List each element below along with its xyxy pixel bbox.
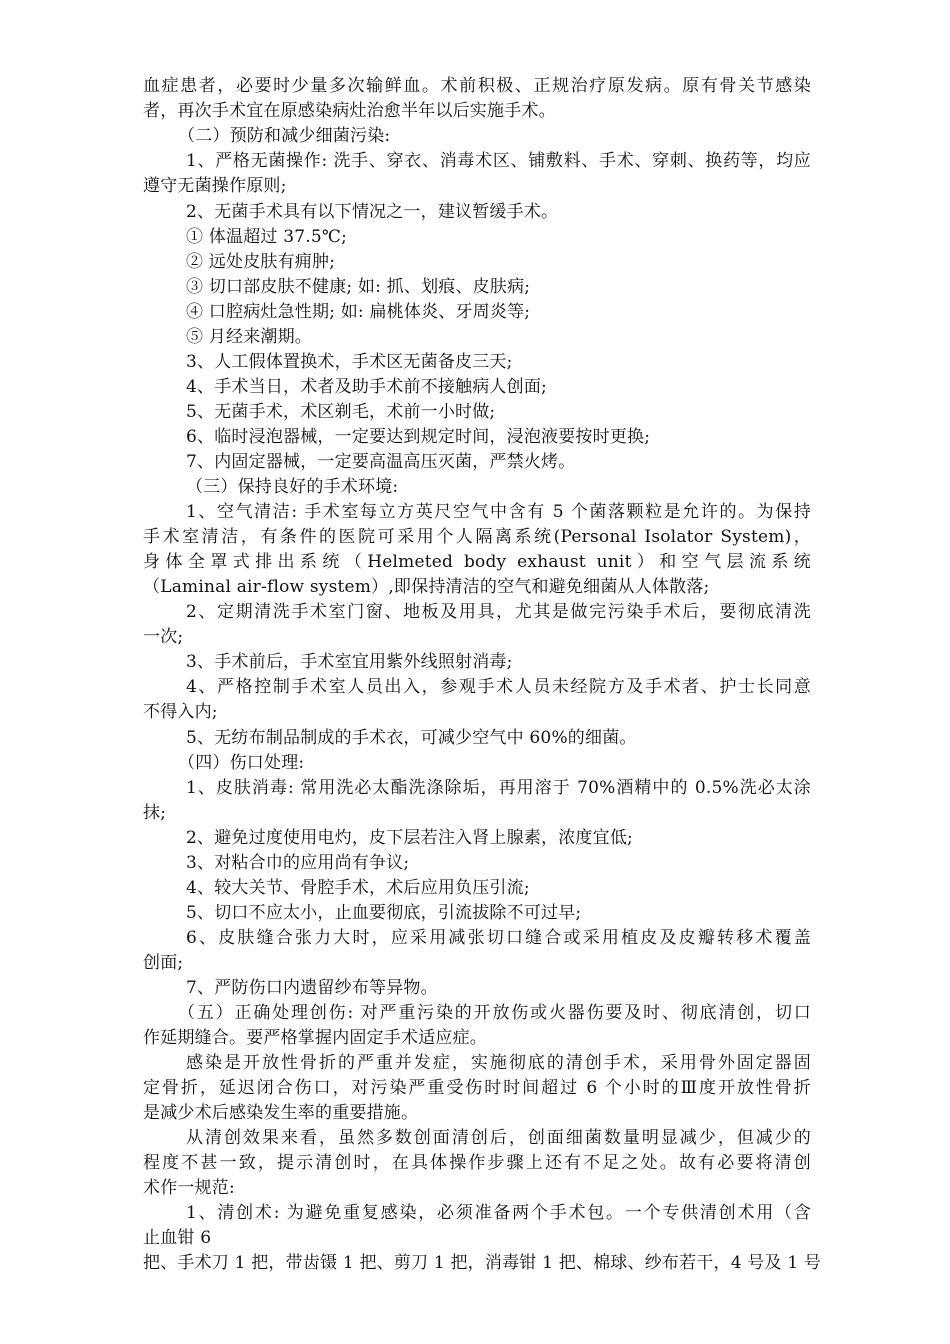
- text-line: 1、皮肤消毒: 常用洗必太酯洗涤除垢，再用溶于 70%酒精中的 0.5%洗必太涂: [186, 778, 811, 798]
- list-item: 6、临时浸泡器械，一定要达到规定时间，浸泡液要按时更换;: [186, 427, 651, 447]
- text-line: 术作一规范:: [143, 1178, 235, 1198]
- list-item: 3、对粘合巾的应用尚有争议;: [186, 853, 410, 873]
- text-line: 血症患者，必要时少量多次输鲜血。术前积极、正规治疗原发病。原有骨关节感染: [143, 76, 811, 96]
- text-line: 从清创效果来看，虽然多数创面清创后，创面细菌数量明显减少，但减少的: [186, 1128, 811, 1148]
- text-line: 2、定期清洗手术室门窗、地板及用具，尤其是做完污染手术后，要彻底清洗: [186, 602, 811, 622]
- text-line: 感染是开放性骨折的严重并发症，实施彻底的清创手术，采用骨外固定器固: [186, 1053, 811, 1073]
- text-line: 身体全罩式排出系统（Helmeted body exhaust unit）和空气层流系统: [143, 552, 811, 572]
- text-line: 把、手术刀 1 把，带齿镊 1 把、剪刀 1 把，消毒钳 1 把、棉球、纱布若干，4 号及 1 号: [143, 1253, 822, 1273]
- text-line: 1、清创术: 为避免重复感染，必须准备两个手术包。一个专供清创术用（含: [186, 1203, 811, 1223]
- text-line: 一次;: [143, 627, 184, 647]
- list-item: ④ 口腔病灶急性期; 如: 扁桃体炎、牙周炎等;: [186, 302, 531, 322]
- list-item: 3、手术前后，手术室宜用紫外线照射消毒;: [186, 652, 513, 672]
- text-line: 抹;: [143, 803, 167, 823]
- text-line: 4、严格控制手术室人员出入，参观手术人员未经院方及手术者、护士长同意: [186, 677, 811, 697]
- text-line: 1、严格无菌操作: 洗手、穿衣、消毒术区、铺敷料、手术、穿刺、换药等，均应: [186, 151, 811, 171]
- text-line: 遵守无菌操作原则;: [143, 176, 287, 196]
- text-line: （五）正确处理创伤: 对严重污染的开放伤或火器伤要及时、彻底清创，切口: [178, 1003, 811, 1023]
- text-line: 6、皮肤缝合张力大时，应采用减张切口缝合或采用植皮及皮瓣转移术覆盖: [186, 928, 811, 948]
- list-item: 2、无菌手术具有以下情况之一，建议暂缓手术。: [186, 202, 559, 222]
- list-item: ⑤ 月经来潮期。: [186, 327, 313, 347]
- text-line: 是减少术后感染发生率的重要措施。: [143, 1103, 419, 1123]
- text-line: 创面;: [143, 953, 184, 973]
- text-line: 不得入内;: [143, 702, 218, 722]
- section-heading: （二）预防和减少细菌污染:: [178, 126, 391, 146]
- text-line: 程度不甚一致，提示清创时，在具体操作步骤上还有不足之处。故有必要将清创: [143, 1153, 811, 1173]
- list-item: 4、手术当日，术者及助手术前不接触病人创面;: [186, 377, 547, 397]
- text-line: 1、空气清洁: 手术室每立方英尺空气中含有 5 个菌落颗粒是允许的。为保持: [186, 502, 811, 522]
- text-line: （Laminal air-flow system）,即保持清洁的空气和避免细菌从人体散落;: [143, 577, 710, 597]
- list-item: 7、内固定器械，一定要高温高压灭菌，严禁火烤。: [186, 452, 576, 472]
- list-item: 5、无纺布制品制成的手术衣，可减少空气中 60%的细菌。: [186, 728, 637, 748]
- list-item: ③ 切口部皮肤不健康; 如: 抓、划痕、皮肤病;: [186, 277, 531, 297]
- list-item: ① 体温超过 37.5℃;: [186, 227, 348, 247]
- list-item: 2、避免过度使用电灼，皮下层若注入肾上腺素，浓度宜低;: [186, 828, 633, 848]
- text-line: 作延期缝合。要严格掌握内固定手术适应症。: [143, 1028, 487, 1048]
- list-item: 5、切口不应太小，止血要彻底，引流拔除不可过早;: [186, 903, 582, 923]
- text-line: 者，再次手术宜在原感染病灶治愈半年以后实施手术。: [143, 101, 556, 121]
- section-heading: （三）保持良好的手术环境:: [186, 477, 399, 497]
- list-item: 3、人工假体置换术，手术区无菌备皮三天;: [186, 352, 513, 372]
- list-item: 7、严防伤口内遗留纱布等异物。: [186, 978, 438, 998]
- section-heading: （四）伤口处理:: [178, 753, 305, 773]
- text-line: 手术室清洁，有条件的医院可采用个人隔离系统(Personal Isolator System)，: [143, 527, 811, 547]
- text-line: 止血钳 6: [143, 1228, 212, 1248]
- list-item: 5、无菌手术，术区剃毛，术前一小时做;: [186, 402, 496, 422]
- text-line: 定骨折，延迟闭合伤口，对污染严重受伤时时间超过 6 个小时的Ⅲ度开放性骨折: [143, 1078, 811, 1098]
- list-item: ② 远处皮肤有痈肿;: [186, 252, 336, 272]
- list-item: 4、较大关节、骨腔手术，术后应用负压引流;: [186, 878, 530, 898]
